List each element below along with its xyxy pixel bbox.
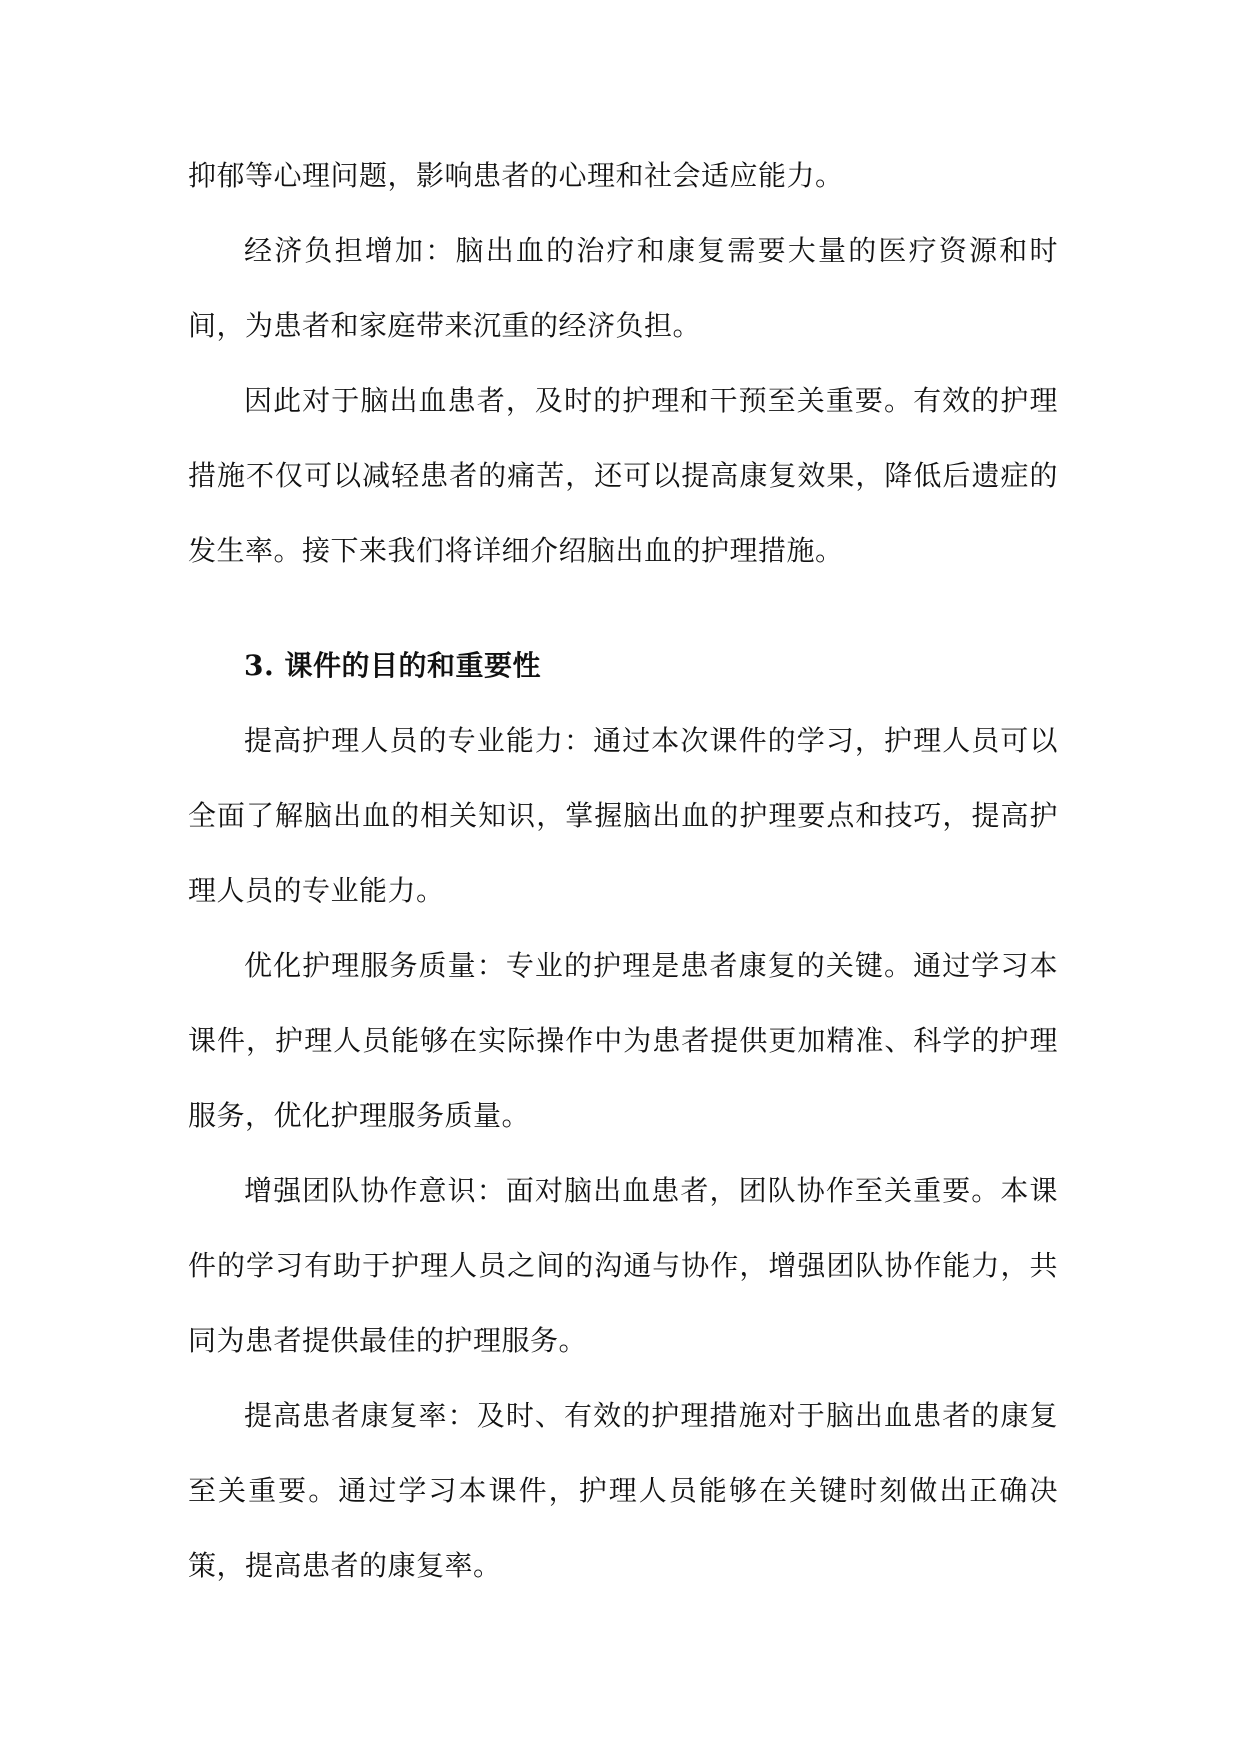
paragraph-importance-of-care: 因此对于脑出血患者，及时的护理和干预至关重要。有效的护理措施不仅可以减轻患者的痛苦，还可以提高康复效果，降低后遗症的发生率。接下来我们将详细介绍脑出血的护理措施。 xyxy=(188,384,1058,567)
section-heading: 3. 课件的目的和重要性 xyxy=(244,649,541,682)
paragraph-recovery-rate: 提高患者康复率：及时、有效的护理措施对于脑出血患者的康复至关重要。通过学习本课件，护理人员能够在关键时刻做出正确决策，提高患者的康复率。 xyxy=(188,1399,1058,1582)
paragraph-continued: 抑郁等心理问题，影响患者的心理和社会适应能力。 xyxy=(188,159,844,192)
paragraph-economic-burden: 经济负担增加：脑出血的治疗和康复需要大量的医疗资源和时间，为患者和家庭带来沉重的经济负担。 xyxy=(188,234,1058,342)
paragraph-service-quality: 优化护理服务质量：专业的护理是患者康复的关键。通过学习本课件，护理人员能够在实际操作中为患者提供更加精准、科学的护理服务，优化护理服务质量。 xyxy=(188,949,1058,1132)
paragraph-professional-ability: 提高护理人员的专业能力：通过本次课件的学习，护理人员可以全面了解脑出血的相关知识，掌握脑出血的护理要点和技巧，提高护理人员的专业能力。 xyxy=(188,724,1058,907)
paragraph-teamwork: 增强团队协作意识：面对脑出血患者，团队协作至关重要。本课件的学习有助于护理人员之间的沟通与协作，增强团队协作能力，共同为患者提供最佳的护理服务。 xyxy=(188,1174,1058,1357)
document-page xyxy=(188,138,1058,1603)
